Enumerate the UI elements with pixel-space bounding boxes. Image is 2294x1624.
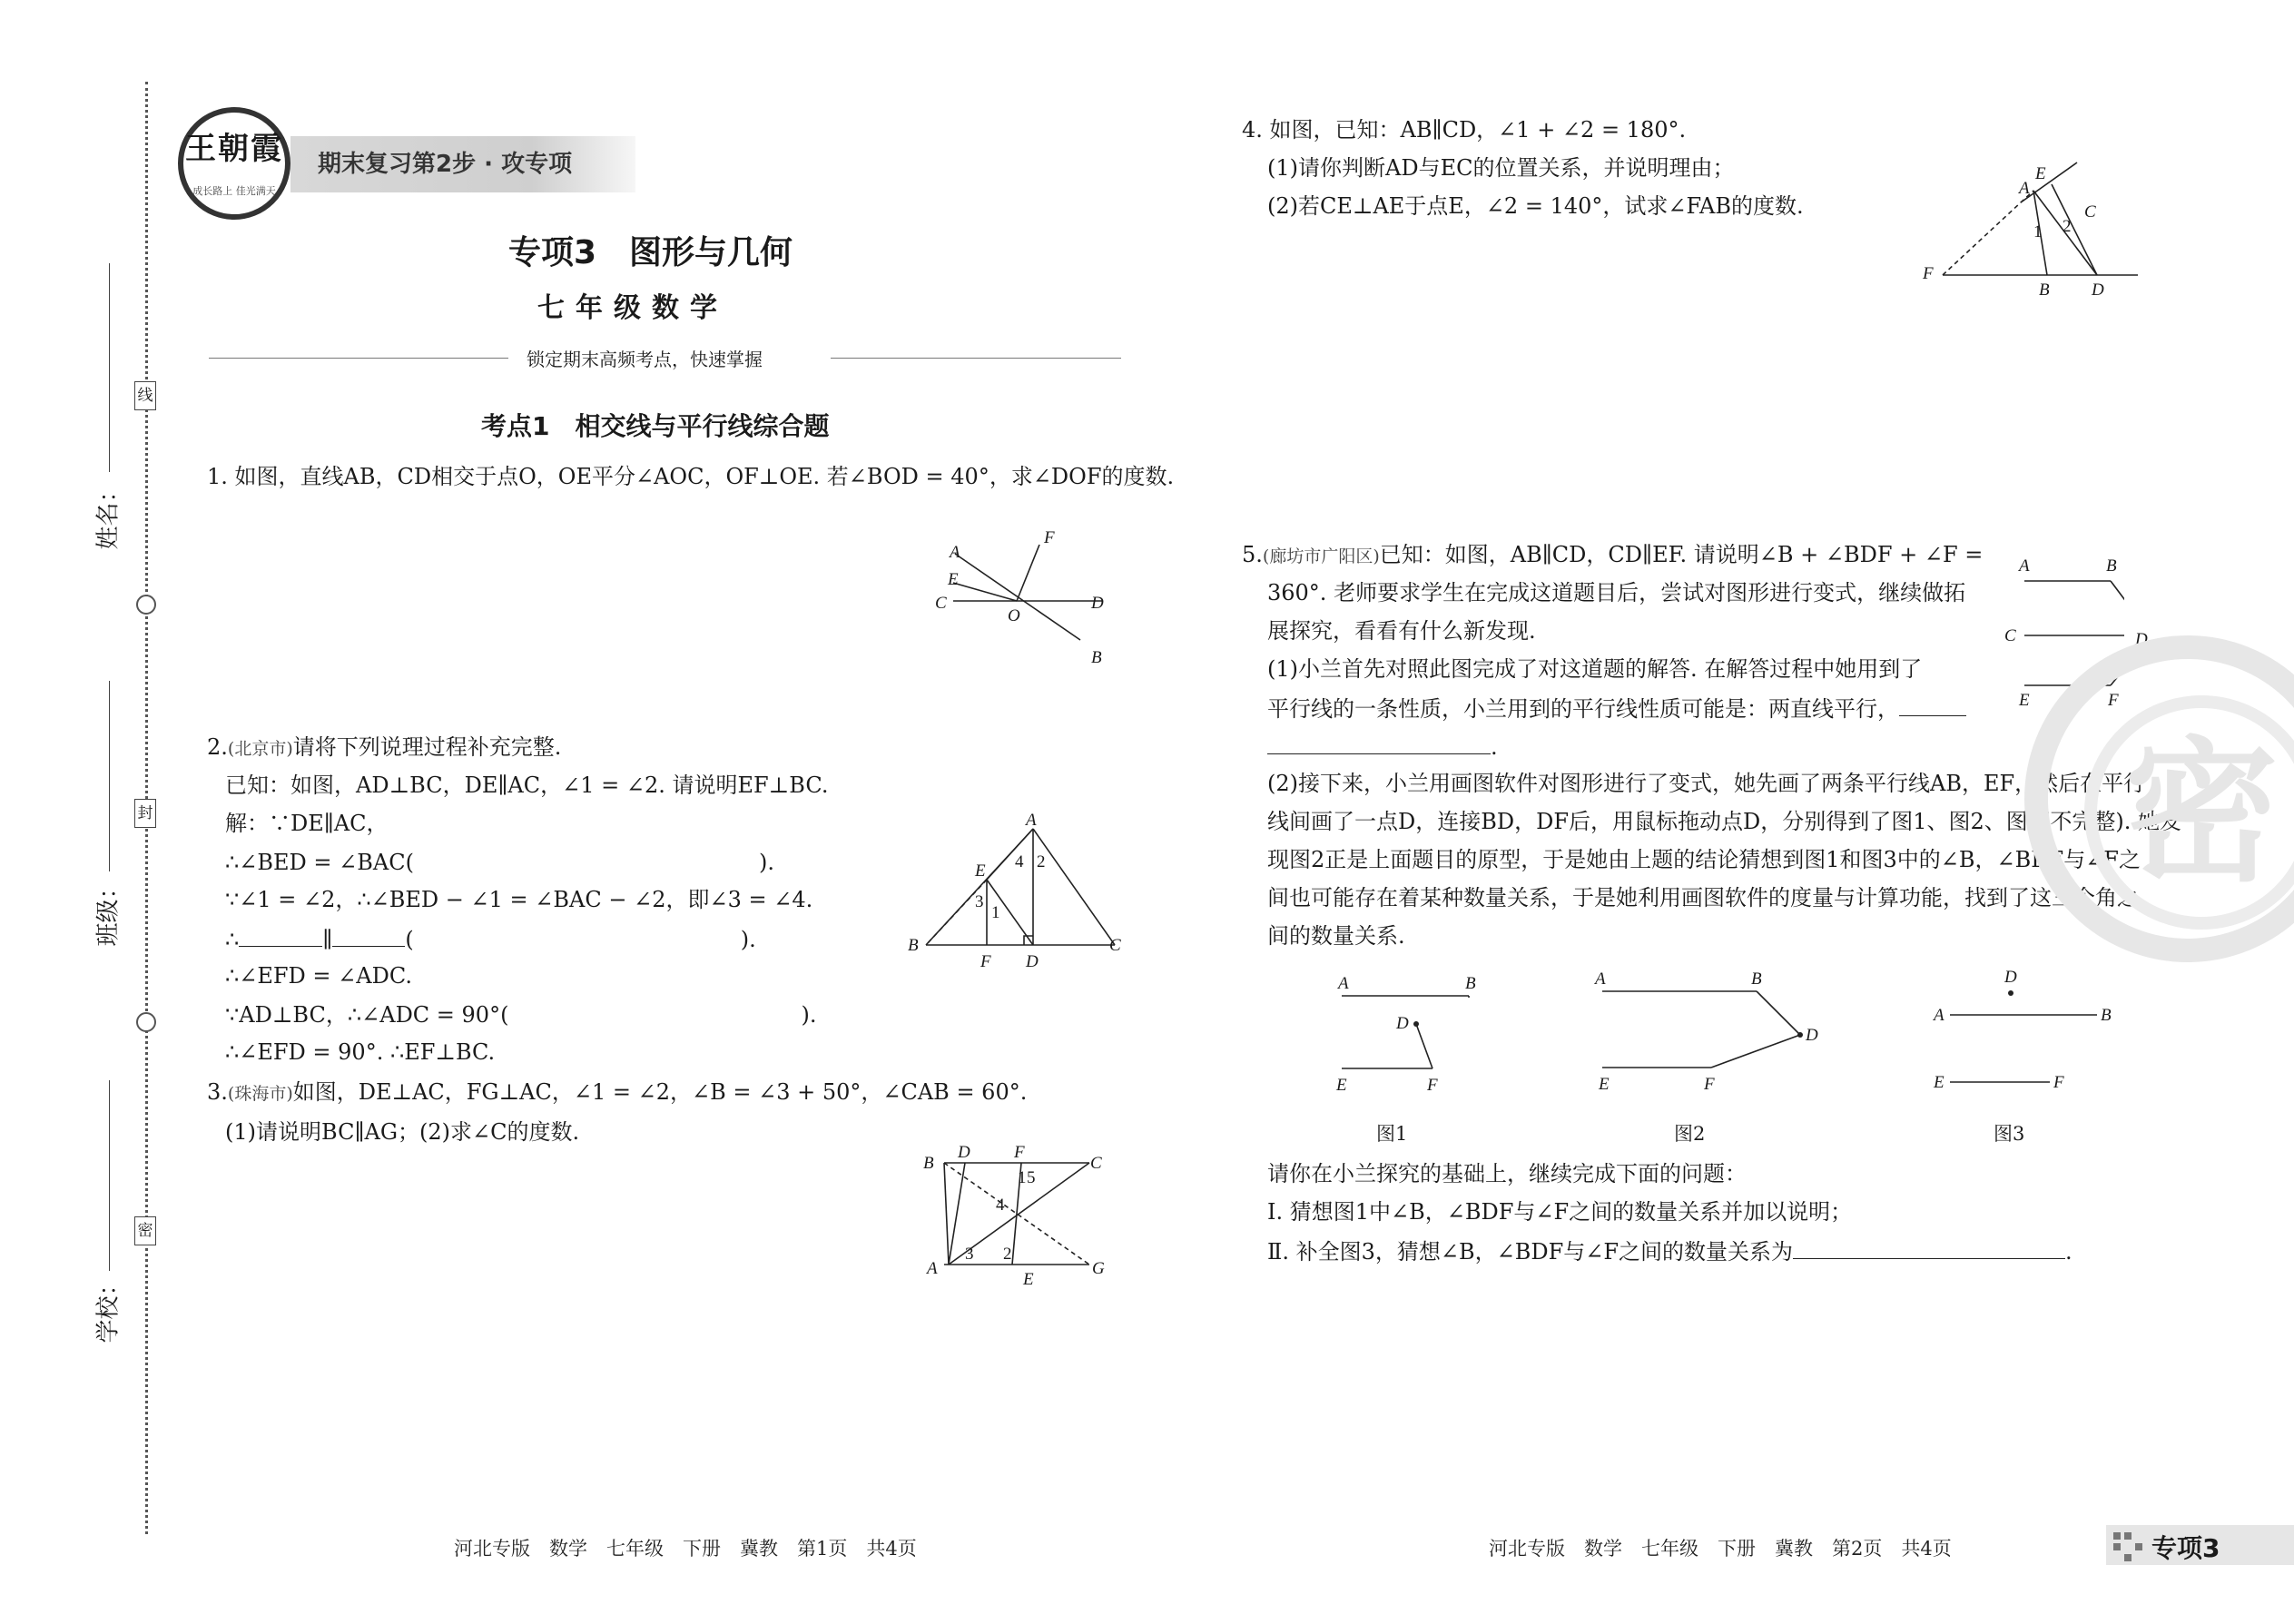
section-tab-label: 专项3 xyxy=(2151,1533,2220,1563)
q5-figure-1-caption: 图1 xyxy=(1376,1123,1408,1145)
class-label: 班级： xyxy=(94,875,123,947)
label-d: D xyxy=(2004,968,2017,987)
q3-heading xyxy=(207,1078,1027,1107)
label-b: B xyxy=(1465,974,1476,993)
label-c: C xyxy=(935,594,947,613)
q3-figure xyxy=(912,1139,1130,1289)
q2-step4 xyxy=(225,924,756,953)
tagline-rule-left xyxy=(209,358,508,359)
label-b: B xyxy=(1751,969,1762,989)
label-d: D xyxy=(2135,630,2148,649)
tab-square-icon xyxy=(2124,1532,2132,1540)
q2-blank-2[interactable] xyxy=(239,924,322,947)
tab-square-icon xyxy=(2113,1543,2121,1550)
label-e: E xyxy=(1023,1270,1034,1289)
angle-3: 3 xyxy=(975,892,984,911)
angle-2: 2 xyxy=(2063,217,2072,236)
angle-4: 4 xyxy=(1015,852,1024,871)
label-a: A xyxy=(927,1259,938,1278)
tagline-rule-right xyxy=(831,358,1121,359)
tab-square-icon xyxy=(2113,1532,2121,1540)
seal-char-line: 线 xyxy=(134,381,156,410)
q2-step4-close: ). xyxy=(740,927,756,952)
label-e: E xyxy=(2019,691,2030,710)
label-d: D xyxy=(2092,281,2104,300)
q2-step6 xyxy=(225,1000,816,1029)
q3-sub: (1)请说明BC∥AG；(2)求∠C的度数. xyxy=(225,1119,580,1145)
label-e: E xyxy=(1336,1076,1347,1095)
label-d: D xyxy=(1026,952,1039,967)
label-f: F xyxy=(980,952,991,967)
label-b: B xyxy=(2039,281,2050,300)
q2-given: 已知：如图，AD⊥BC，DE∥AC，∠1 = ∠2. 请说明EF⊥BC. xyxy=(225,773,829,798)
binding-hole-icon xyxy=(136,1012,156,1032)
q4-text: 4. 如图，已知：AB∥CD，∠1 + ∠2 = 180°. xyxy=(1242,117,1687,143)
q5-figure-3-caption: 图3 xyxy=(1994,1123,2025,1145)
label-c: C xyxy=(2084,202,2096,221)
binding-hole-icon xyxy=(136,595,156,615)
q2-blank-3[interactable] xyxy=(332,924,405,947)
q1-text: 1. 如图，直线AB，CD相交于点O，OE平分∠AOC，OF⊥OE. 若∠BOD = 40°，求∠DOF的度数. xyxy=(207,464,1175,489)
angle-5: 5 xyxy=(1027,1168,1036,1187)
angle-1: 1 xyxy=(2033,222,2043,241)
name-label: 姓名： xyxy=(94,478,123,550)
label-a: A xyxy=(1595,969,1606,989)
label-e: E xyxy=(948,570,959,589)
q5-blank-3[interactable] xyxy=(1793,1236,2065,1259)
tab-square-icon xyxy=(2135,1543,2142,1550)
q5-line1 xyxy=(1242,541,1983,570)
header-banner: 期末复习第2步 · 攻专项 xyxy=(290,136,635,192)
q3-number: 3. xyxy=(207,1079,228,1105)
q5-line2: 360°. 老师要求学生在完成这道题目后，尝试对图形进行变式，继续做拓 xyxy=(1267,580,1966,605)
q2-step3: ∵∠1 = ∠2，∴∠BED − ∠1 = ∠BAC − ∠2，即∠3 = ∠4. xyxy=(225,887,813,912)
q2-step4-parallel: ∥ xyxy=(322,927,333,952)
section-tab xyxy=(2106,1525,2294,1565)
q5-line9: 现图2正是上面题目的原型，于是她由上题的结论猜想到图1和图3中的∠B，∠BDF与∠F之 xyxy=(1267,847,2141,872)
q2-step4-open: ( xyxy=(405,927,414,952)
q1-figure xyxy=(917,527,1126,663)
q5-line10: 间也可能存在着某种数量关系，于是她利用画图软件的度量与计算功能，找到了这三个角之 xyxy=(1267,885,2139,910)
logo-text: 王朝霞 xyxy=(185,131,283,167)
label-d: D xyxy=(958,1143,970,1162)
seal-char-seal: 封 xyxy=(134,799,156,828)
label-e: E xyxy=(1599,1075,1610,1094)
angle-3: 3 xyxy=(965,1245,974,1264)
label-a: A xyxy=(2019,556,2030,576)
label-a: A xyxy=(1934,1006,1944,1025)
label-b: B xyxy=(1091,648,1102,663)
brand-logo xyxy=(178,107,290,220)
q2-step2-text: ∴∠BED = ∠BAC( xyxy=(225,850,414,875)
footer-left: 河北专版 数学 七年级 下册 冀教 第1页 共4页 xyxy=(454,1538,917,1560)
q3-text: 如图，DE⊥AC，FG⊥AC，∠1 = ∠2，∠B = ∠3 + 50°，∠CAB = 60°. xyxy=(292,1079,1028,1105)
q5-figure-3 xyxy=(1925,962,2124,1098)
q4-sub2: (2)若CE⊥AE于点E，∠2 = 140°，试求∠FAB的度数. xyxy=(1267,193,1804,219)
q2-step2 xyxy=(225,848,774,876)
q2-source-tag: (北京市) xyxy=(227,739,293,759)
tab-square-icon xyxy=(2124,1554,2132,1561)
label-e: E xyxy=(975,861,986,881)
q5-figure-2-caption: 图2 xyxy=(1674,1123,1706,1145)
angle-2: 2 xyxy=(1003,1245,1012,1264)
q2-intro: 请将下列说理过程补充完整. xyxy=(292,734,562,760)
label-d: D xyxy=(1806,1026,1818,1045)
label-e: E xyxy=(1934,1073,1944,1092)
label-b: B xyxy=(2106,556,2117,576)
q5-line5 xyxy=(1267,694,1966,723)
label-o: O xyxy=(1008,606,1020,625)
label-b: B xyxy=(908,936,919,955)
q5-line1-text: 已知：如图，AB∥CD，CD∥EF. 请说明∠B + ∠BDF + ∠F = xyxy=(1379,542,1984,567)
q2-step7: ∴∠EFD = 90°. ∴EF⊥BC. xyxy=(225,1039,496,1065)
label-f: F xyxy=(1014,1143,1025,1162)
q5-figure-2 xyxy=(1584,962,1838,1098)
q5-blank-2[interactable] xyxy=(1267,732,1491,754)
angle-1: 1 xyxy=(991,903,1000,922)
page-title: 专项3 图形与几何 xyxy=(508,234,793,271)
q5-line12: 请你在小兰探究的基础上，继续完成下面的问题： xyxy=(1267,1161,1747,1186)
label-f: F xyxy=(1044,528,1055,547)
q5-line6-dot: . xyxy=(1491,734,1498,760)
label-f: F xyxy=(1923,264,1934,283)
section-heading: 考点1 相交线与平行线综合题 xyxy=(481,411,830,441)
tagline: 锁定期末高频考点，快速掌握 xyxy=(527,349,763,370)
q2-step2-close: ). xyxy=(758,850,774,875)
label-b: B xyxy=(2101,1006,2112,1025)
q2-heading xyxy=(207,733,561,763)
q5-line8: 线间画了一点D，连接BD，DF后，用鼠标拖动点D，分别得到了图1、图2、图3(不完整). 她发 xyxy=(1267,809,2182,834)
school-blank-line xyxy=(109,1080,110,1271)
watermark-char: 密 xyxy=(2084,695,2294,930)
label-a: A xyxy=(950,543,960,562)
label-e: E xyxy=(2035,164,2046,183)
q3-source-tag: (珠海市) xyxy=(227,1084,293,1104)
q5-line3: 展探究，看看有什么新发现. xyxy=(1267,618,1536,644)
label-b: B xyxy=(923,1154,934,1173)
q2-figure xyxy=(908,812,1135,967)
label-a: A xyxy=(2019,179,2030,198)
q5-number: 5. xyxy=(1242,542,1263,567)
q5-line11: 间的数量关系. xyxy=(1267,923,1405,949)
q2-step1: 解：∵DE∥AC， xyxy=(225,811,389,836)
q5-blank-1[interactable] xyxy=(1899,694,1966,716)
q5-line14-text: Ⅱ. 补全图3，猜想∠B，∠BDF与∠F之间的数量关系为 xyxy=(1267,1239,1793,1265)
q5-line14-dot: . xyxy=(2065,1239,2072,1265)
q2-step6-text: ∵AD⊥BC，∴∠ADC = 90°( xyxy=(225,1002,509,1028)
label-f: F xyxy=(1704,1075,1715,1094)
q5-line7: (2)接下来，小兰用画图软件对图形进行了变式，她先画了两条平行线AB，EF，然后在平行 xyxy=(1267,771,2146,796)
q5-figure-1 xyxy=(1325,967,1489,1103)
name-blank-line xyxy=(109,263,110,472)
q2-blank-5[interactable] xyxy=(508,1000,801,1022)
seal-char-secret: 密 xyxy=(134,1216,156,1245)
q2-number: 2. xyxy=(207,734,228,760)
label-c: C xyxy=(1109,936,1121,955)
label-g: G xyxy=(1092,1259,1105,1278)
q2-step4-therefore: ∴ xyxy=(225,927,240,952)
q5-line4: (1)小兰首先对照此图完成了对这道题的解答. 在解答过程中她用到了 xyxy=(1267,656,1923,682)
q2-step6-close: ). xyxy=(801,1002,817,1028)
angle-4: 4 xyxy=(996,1196,1005,1215)
class-blank-line xyxy=(109,681,110,871)
angle-1: 1 xyxy=(1018,1168,1027,1187)
label-c: C xyxy=(2004,626,2016,645)
logo-subtext: 成长路上 佳光满天 xyxy=(192,185,276,197)
q2-blank-4[interactable] xyxy=(414,925,741,947)
q2-blank-1[interactable] xyxy=(414,848,759,870)
label-d: D xyxy=(1091,594,1104,613)
q4-sub1: (1)请你判断AD与EC的位置关系，并说明理由； xyxy=(1267,155,1735,181)
label-d: D xyxy=(1396,1014,1409,1033)
q5-line14 xyxy=(1267,1236,2072,1265)
label-c: C xyxy=(1090,1154,1102,1173)
label-f: F xyxy=(2053,1073,2064,1092)
label-f: F xyxy=(2108,691,2119,710)
footer-right: 河北专版 数学 七年级 下册 冀教 第2页 共4页 xyxy=(1489,1538,1952,1560)
label-a: A xyxy=(1026,812,1037,830)
angle-2: 2 xyxy=(1037,852,1046,871)
label-f: F xyxy=(1427,1076,1438,1095)
q2-step5: ∴∠EFD = ∠ADC. xyxy=(225,963,412,989)
q5-line5-text: 平行线的一条性质，小兰用到的平行线性质可能是：两直线平行， xyxy=(1267,696,1899,722)
q5-source-tag: (廊坊市广阳区) xyxy=(1262,546,1380,566)
q4-figure xyxy=(1915,159,2142,304)
label-a: A xyxy=(1338,974,1349,993)
q5-line6 xyxy=(1267,732,1498,761)
q5-line13: Ⅰ. 猜想图1中∠B，∠BDF与∠F之间的数量关系并加以说明； xyxy=(1267,1199,1853,1225)
school-label: 学校： xyxy=(94,1272,123,1343)
page-subtitle: 七年级数学 xyxy=(537,292,728,324)
